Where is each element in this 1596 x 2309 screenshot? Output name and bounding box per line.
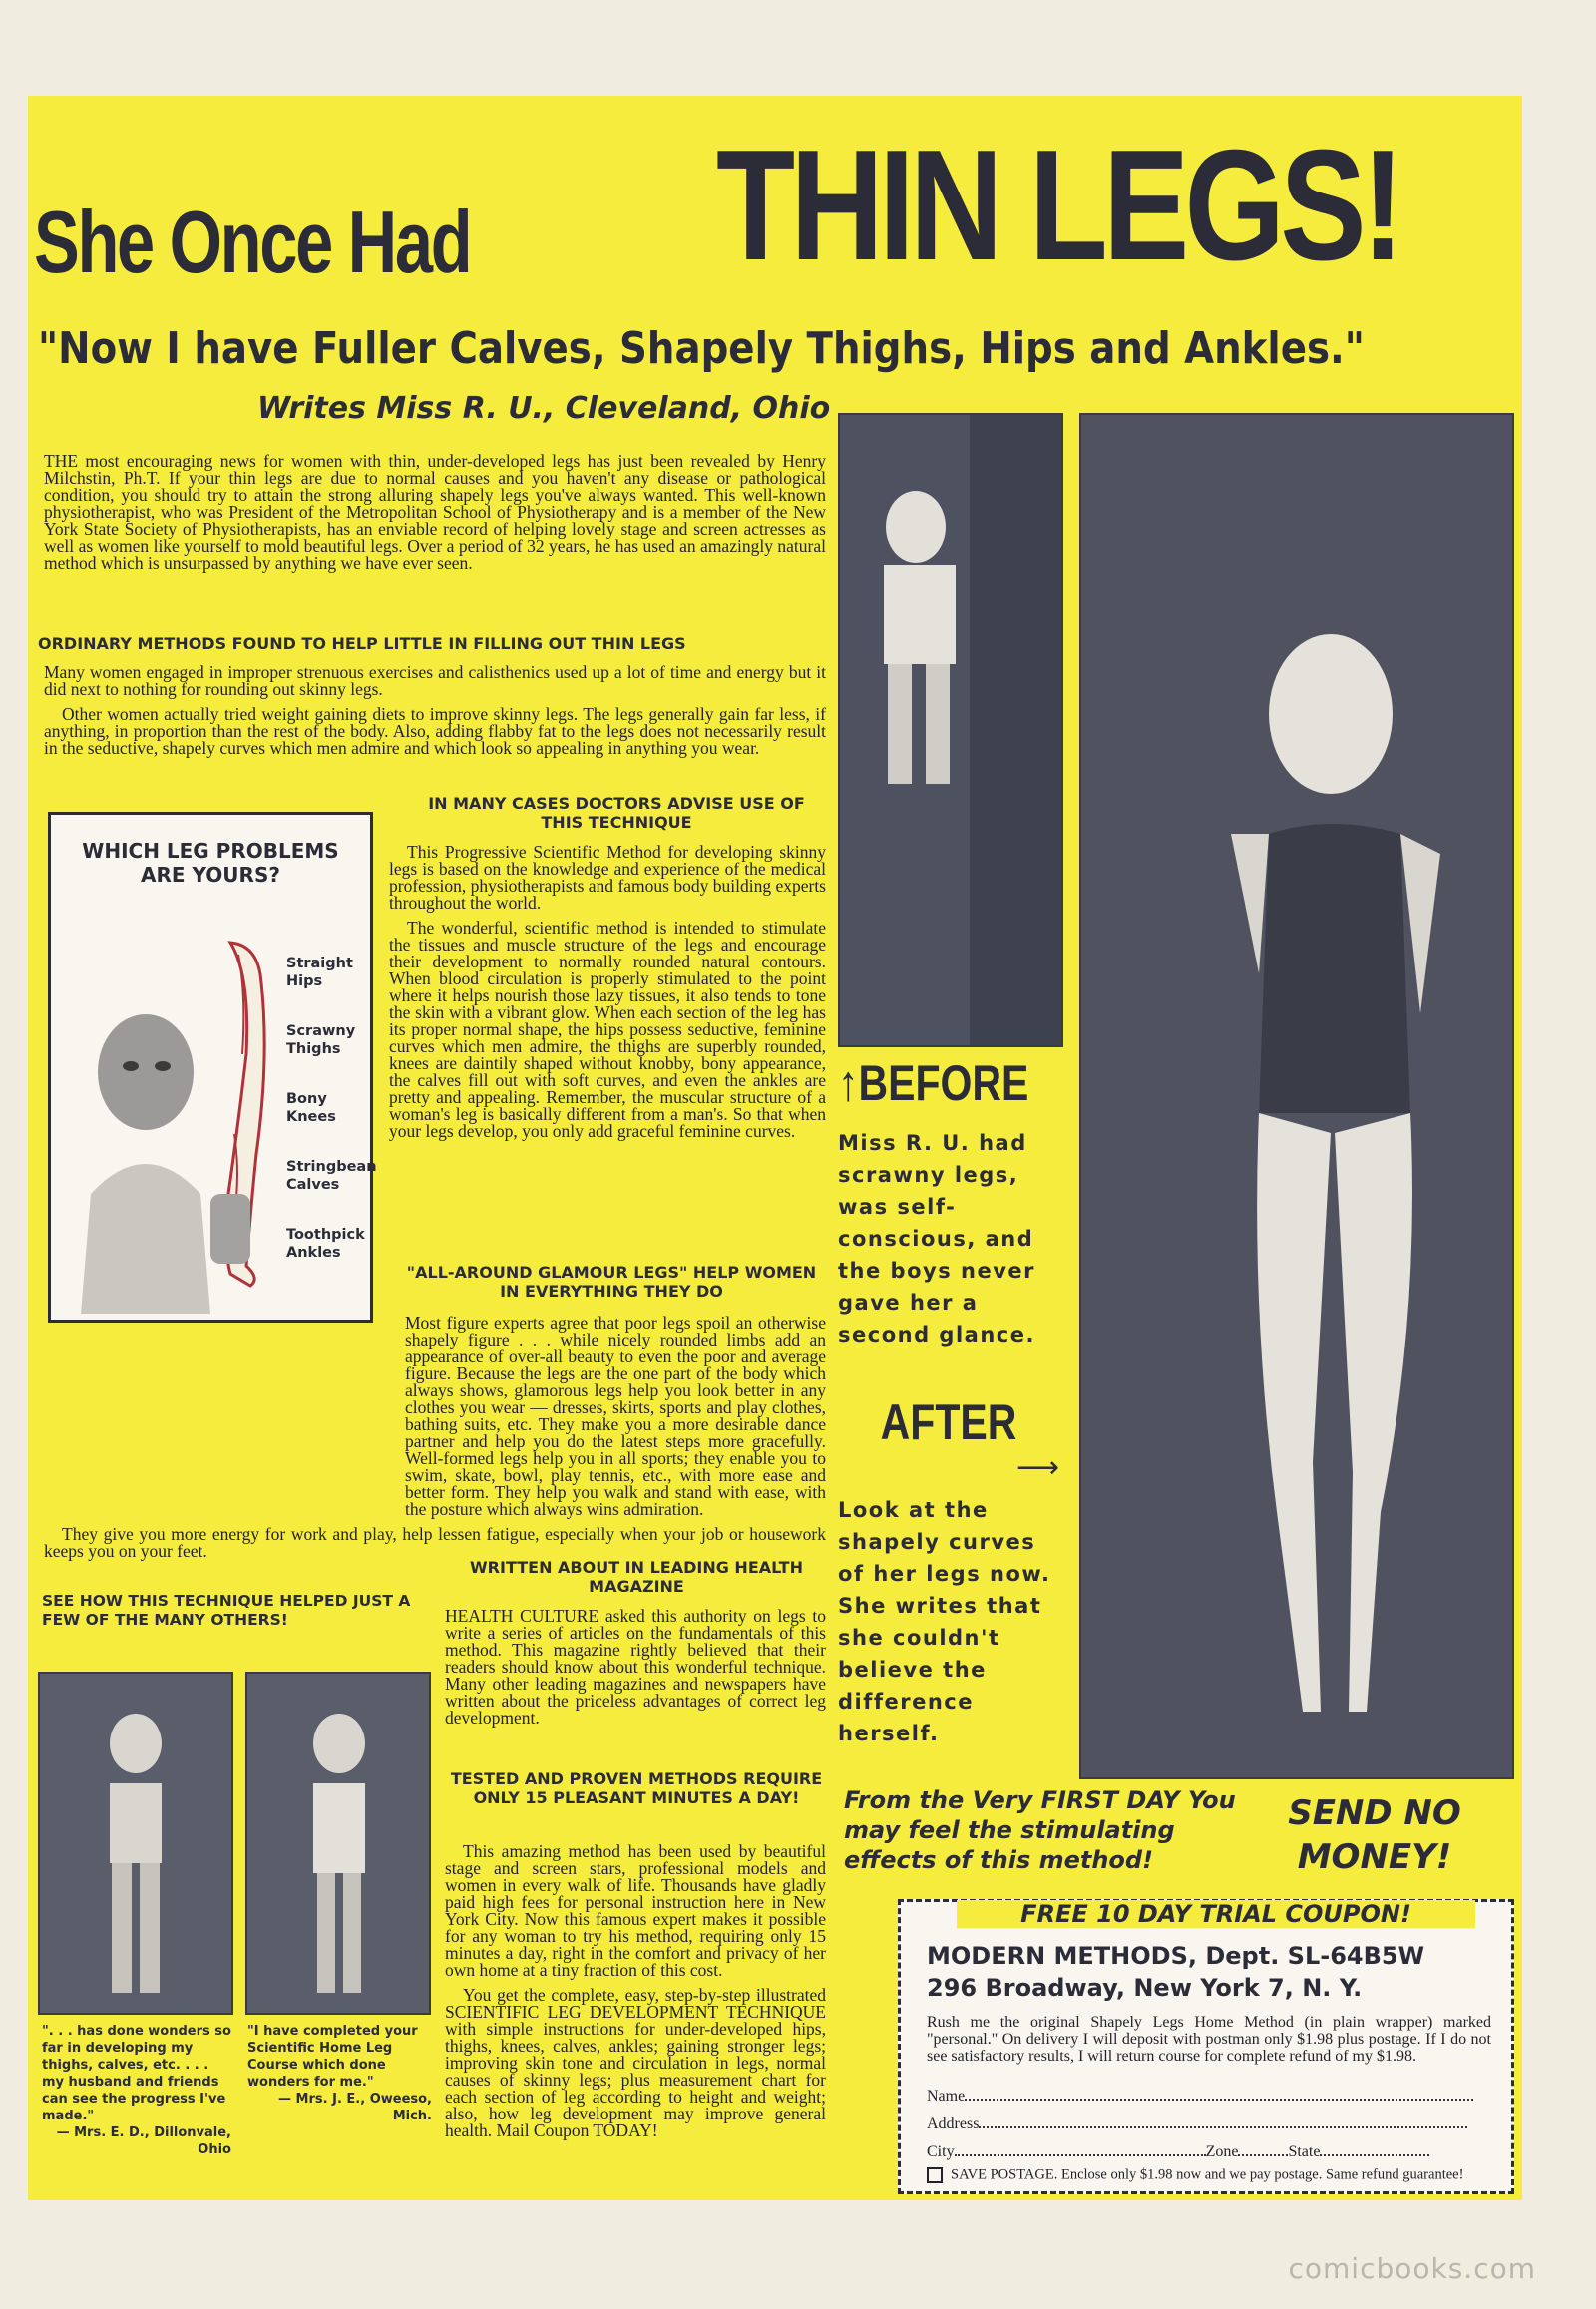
- section2-p2: The wonderful, scientific method is intended to stimulate the tissues and muscle structure of the legs and encourage their development to normally rounded natural contours. When blood circulation is properly stimulated to the point where it helps nourish those lazy tissues, it also tends to tone the skin with a vibrant glow. When each section of the leg has its proper normal shape, the hips possess seductive, feminine curves which men admire, the thighs are superbly rounded, knees are daintily shaped without knobby, bony appearance, the calves fill out with soft curves, and even the ankles are pretty and appealing. Remember, the muscular structure of a woman's leg is basically different from a man's. So that when your legs develop, you only add graceful feminine curves.: [389, 918, 826, 1141]
- coupon-title: FREE 10 DAY TRIAL COUPON!: [957, 1900, 1475, 1928]
- state-field[interactable]: [1320, 2154, 1429, 2156]
- testimonial-1: [42, 2023, 231, 2158]
- before-photo: [838, 413, 1063, 1047]
- save-postage-text: SAVE POSTAGE. Enclose only $1.98 now and we pay postage. Same refund guarantee!: [951, 2166, 1464, 2183]
- section1-body: [44, 664, 826, 765]
- city-field-label: City: [927, 2143, 955, 2160]
- address-field-row[interactable]: [927, 2116, 1491, 2133]
- before-label-text: BEFORE: [858, 1055, 1029, 1111]
- before-text: Miss R. U. had scrawny legs, was self-conscious, and the boys never gave her a second glance.: [838, 1131, 1035, 1347]
- section3-heading: "ALL-AROUND GLAMOUR LEGS" HELP WOMEN IN EVERYTHING THEY DO: [406, 1263, 817, 1301]
- name-field[interactable]: [965, 2099, 1473, 2101]
- intro-paragraph: [44, 453, 826, 579]
- city-field[interactable]: [955, 2154, 1206, 2156]
- coupon-address: 296 Broadway, New York 7, N. Y.: [927, 1974, 1363, 2002]
- problem-item: Stringbean Calves: [286, 1159, 377, 1193]
- save-postage-checkbox[interactable]: [927, 2167, 943, 2183]
- problem-item: Toothpick Ankles: [286, 1227, 365, 1261]
- after-text: Look at the shapely curves of her legs now. She writes that she couldn't believe the difference herself.: [838, 1498, 1051, 1745]
- city-field-row[interactable]: [927, 2143, 1491, 2161]
- zone-field-label: Zone: [1205, 2143, 1239, 2160]
- leg-problems-box: [48, 812, 377, 1323]
- before-woman-figure: [840, 415, 1061, 1045]
- testimonial-1-quote: ". . . has done wonders so far in developing my thighs, calves, etc. . . . my husband and friends can see the progress I've made.": [42, 2024, 231, 2123]
- section3-p2: They give you more energy for work and play, help lessen fatigue, especially when your job or housework keeps you on your feet.: [44, 1524, 826, 1561]
- after-label: AFTER: [880, 1394, 1017, 1450]
- testimonial-1-author: — Mrs. E. D., Dillonvale, Ohio: [56, 2125, 231, 2157]
- testimonial-2-author: — Mrs. J. E., Oweeso, Mich.: [278, 2092, 432, 2123]
- send-no-money: SEND NO MONEY!: [1288, 1793, 1461, 1877]
- section5-p2: You get the complete, easy, step-by-step illustrated SCIENTIFIC LEG DEVELOPMENT TECHNIQUE with simple instructions for under-developed hips, thighs, knees, calves, ankles; gaining stronger legs; improving skin tone and circulation in legs, normal causes of skinny legs; plus measurement chart for each section of leg according to height and weight; also, how leg development may improve general health. Mail Coupon TODAY!: [445, 1985, 826, 2140]
- leg-problems-title: WHICH LEG PROBLEMS ARE YOURS?: [82, 839, 339, 887]
- section4-body: [445, 1608, 826, 1734]
- coupon-company: MODERN METHODS, Dept. SL-64B5W: [927, 1942, 1425, 1970]
- section2-heading: IN MANY CASES DOCTORS ADVISE USE OF THIS TECHNIQUE: [428, 794, 805, 832]
- leg-problems-list: [286, 955, 377, 1262]
- zone-field[interactable]: [1238, 2154, 1288, 2156]
- after-block: [838, 1392, 1059, 1749]
- section3-body: [44, 1315, 826, 1568]
- doctor-leg-illustration: [51, 895, 290, 1314]
- testimonials-heading: SEE HOW THIS TECHNIQUE HELPED JUST A FEW OF THE MANY OTHERS!: [42, 1592, 411, 1629]
- after-photo: [1079, 413, 1514, 1779]
- headline-part2: THIN LEGS!: [716, 118, 1399, 293]
- trial-coupon[interactable]: [898, 1899, 1514, 2194]
- address-field-label: Address: [927, 2116, 980, 2132]
- section2-p1: This Progressive Scientific Method for developing skinny legs is based on the knowledge and experience of the medical profession, physiotherapists and famous body building experts throughout the world.: [389, 842, 826, 913]
- section1-p1: Many women engaged in improper strenuous exercises and calisthenics used up a lot of time and energy but it did next to nothing for rounding out skinny legs.: [44, 662, 826, 699]
- state-field-label: State: [1288, 2143, 1321, 2160]
- testimonial-2: [247, 2023, 432, 2124]
- first-day-text: From the Very FIRST DAY You may feel the stimulating effects of this method!: [844, 1786, 1236, 1874]
- section5-body: [445, 1843, 826, 2147]
- problem-item: Bony Knees: [286, 1091, 336, 1125]
- coupon-body: Rush me the original Shapely Legs Home Method (in plain wrapper) marked "personal." On delivery I will deposit with postman only $1.98 plus postage. If I do not see satisfactory results, I will return course for complete refund of my $1.98.: [927, 2014, 1491, 2065]
- problem-item: Straight Hips: [286, 956, 353, 989]
- before-label: ↑BEFORE: [838, 1055, 1029, 1111]
- section4-p1: HEALTH CULTURE asked this authority on legs to write a series of articles on the fundamentals of this method. This magazine rightly believed that their readers should know about this wonderful technique. Many other leading magazines and newspapers have written about the priceless advantages of correct leg development.: [445, 1606, 826, 1728]
- subheadline: "Now I have Fuller Calves, Shapely Thighs, Hips and Ankles.": [38, 323, 1365, 374]
- before-block: [838, 1053, 1059, 1350]
- arrow-right-icon: ⟶: [1015, 1450, 1059, 1485]
- section5-p1: This amazing method has been used by beautiful stage and screen stars, professional models and women in every walk of life. Thousands have gladly paid high fees for personal instruction here in New York City. Now this famous expert makes it possible for any woman to try his method, requiring only 15 minutes a day, right in the comfort and privacy of her own home at a tiny fraction of this cost.: [445, 1841, 826, 1980]
- section2-body: [389, 844, 826, 1148]
- problem-item: Scrawny Thighs: [286, 1023, 356, 1057]
- section1-p2: Other women actually tried weight gaining diets to improve skinny legs. The legs generally gain far less, if anything, in proportion than the rest of the body. Also, adding flabby fat to the legs does not necessarily result in the seductive, shapely curves which men admire and which look so appealing in anything you wear.: [44, 704, 826, 758]
- byline: Writes Miss R. U., Cleveland, Ohio: [257, 391, 831, 426]
- site-watermark: comicbooks.com: [1288, 2252, 1536, 2285]
- intro-text: THE most encouraging news for women with thin, under-developed legs has just been revealed by Henry Milchstin, Ph.T. If your thin legs are due to normal causes and you haven't any disease or pathological condition, you should try to attain the strong alluring shapely legs you've always wanted. This well-known physiotherapist, who was President of the Metropolitan School of Physiotherapy and is a member of the New York State Society of Physiotherapists, has an enviable record of helping lovely stage and screen actresses as well as women like yourself to mold beautiful legs. Over a period of 32 years, he has used an amazingly natural method which is unsurpassed by anything we have ever seen.: [44, 451, 826, 573]
- save-postage-row[interactable]: [927, 2167, 1491, 2183]
- ad-page: [28, 96, 1522, 2200]
- section3-p1: Most figure experts agree that poor legs spoil an otherwise shapely figure . . . while nicely rounded limbs add an appearance of over-all beauty to even the poor and average figure. Because the legs are the one part of the body which always shows, glamorous legs help you look better in any clothes you wear — dresses, skirts, sports and play clothes, bathing suits, etc. They make you a more desirable dance partner and help you do the latest steps more gracefully. Well-formed legs help you in all sports; they enable you to swim, skate, bowl, play tennis, etc., with more ease and better form. They help you walk and stand with ease, with the posture which always wins admiration.: [405, 1313, 826, 1519]
- woman-figure-icon: [247, 1674, 429, 2013]
- section4-heading: WRITTEN ABOUT IN LEADING HEALTH MAGAZINE: [470, 1558, 803, 1596]
- section5-heading: TESTED AND PROVEN METHODS REQUIRE ONLY 15 PLEASANT MINUTES A DAY!: [450, 1769, 823, 1807]
- woman-figure-icon: [40, 1674, 231, 2013]
- testimonial-photo-2: [245, 1672, 431, 2015]
- testimonial-photo-1: [38, 1672, 233, 2015]
- address-field[interactable]: [979, 2126, 1467, 2128]
- after-woman-figure: [1081, 415, 1512, 1777]
- section1-heading: ORDINARY METHODS FOUND TO HELP LITTLE IN FILLING OUT THIN LEGS: [38, 634, 686, 653]
- name-field-row[interactable]: [927, 2088, 1491, 2106]
- headline-part1: She Once Had: [34, 192, 471, 291]
- name-field-label: Name: [927, 2088, 966, 2105]
- testimonial-2-quote: "I have completed your Scientific Home Leg Course which done wonders for me.": [247, 2024, 418, 2090]
